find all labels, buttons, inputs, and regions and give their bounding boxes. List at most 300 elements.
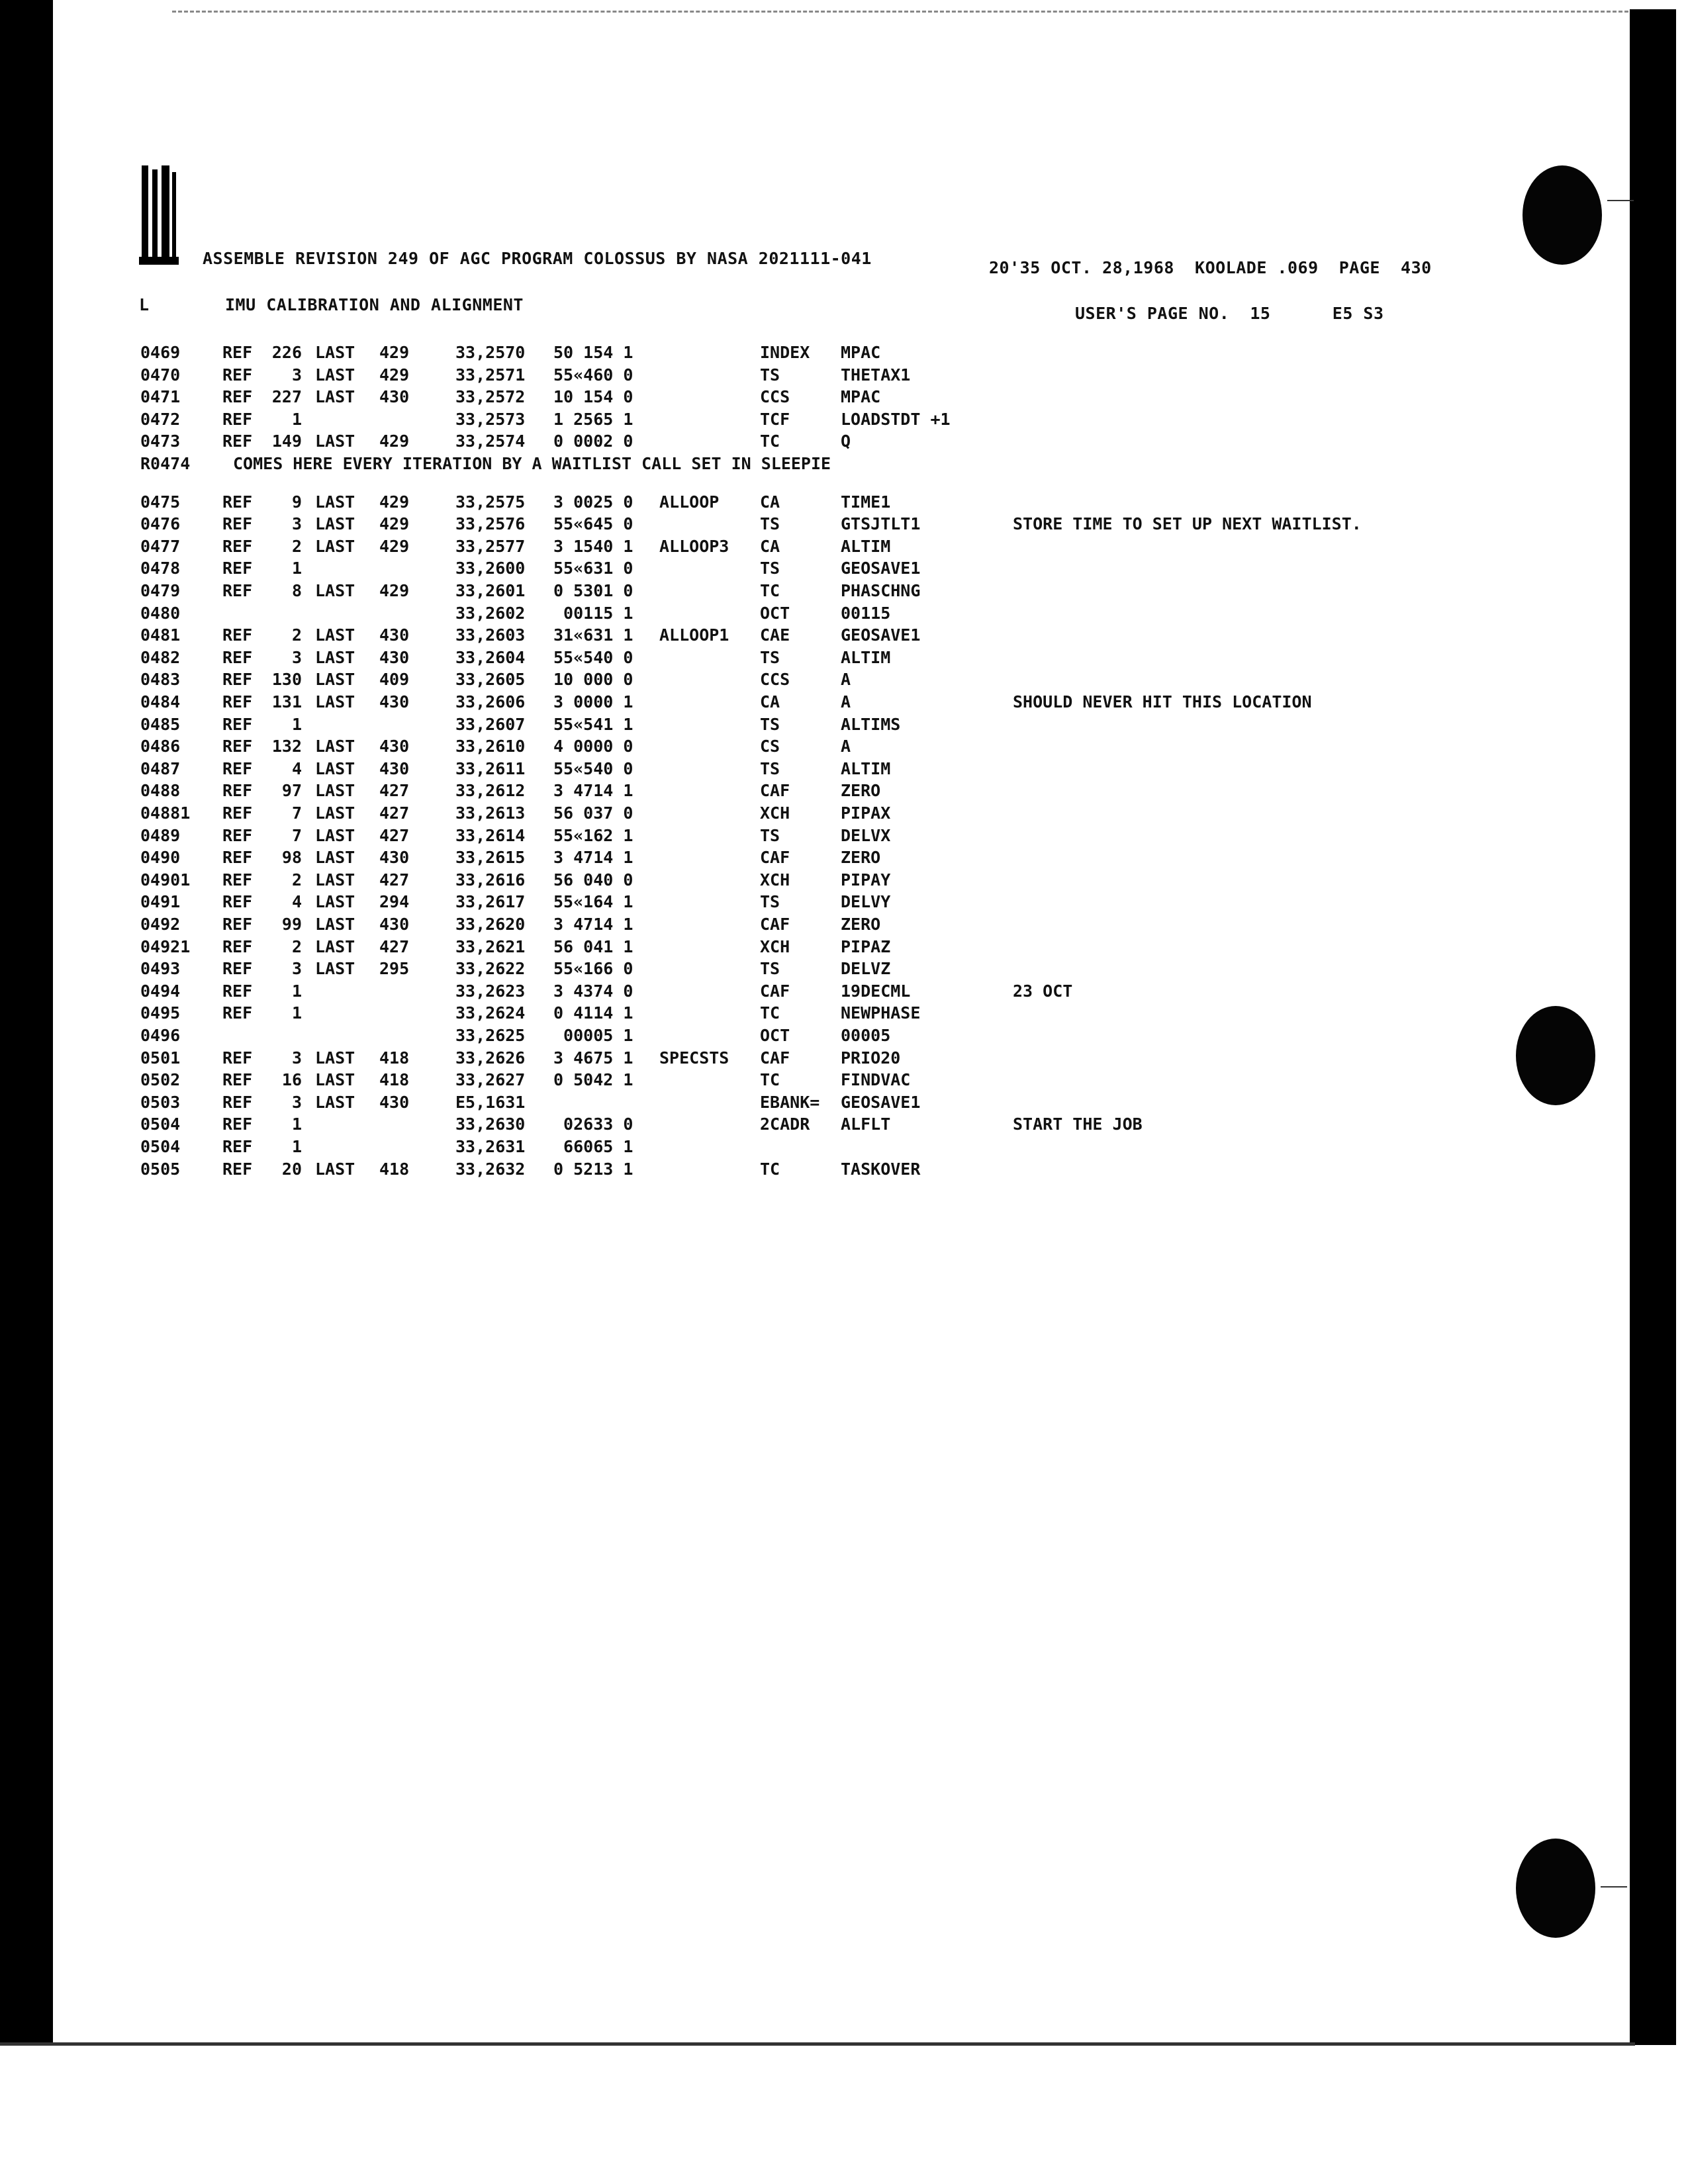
ref-count: 1	[291, 714, 302, 734]
last-marker: LAST	[315, 647, 355, 667]
ref-marker: REF	[222, 536, 253, 556]
machine-code: 3 4714 1	[553, 915, 633, 934]
ref-marker: REF	[222, 781, 253, 801]
machine-code: 1 2565 1	[553, 409, 633, 429]
last-marker: LAST	[315, 492, 355, 512]
line-number: 0490	[140, 848, 181, 868]
last-marker: LAST	[315, 670, 355, 690]
operand: A	[841, 692, 851, 711]
line-number: 0496	[140, 1026, 181, 1045]
ref-count: 8	[291, 581, 302, 600]
ref-marker: REF	[222, 647, 253, 667]
opcode: XCH	[760, 936, 790, 956]
line-number: 0480	[140, 603, 181, 623]
operand: ALTIM	[841, 647, 891, 667]
opcode: TS	[760, 758, 780, 778]
operand: DELVZ	[841, 959, 891, 979]
last-marker: LAST	[315, 848, 355, 868]
address: 33,2571	[455, 365, 526, 385]
comment: STORE TIME TO SET UP NEXT WAITLIST.	[1013, 514, 1362, 534]
ref-marker: REF	[222, 1048, 253, 1068]
ref-count: 7	[291, 825, 302, 845]
ref-count: 97	[281, 781, 302, 801]
machine-code: 55«540 0	[553, 647, 633, 667]
machine-code: 55«540 0	[553, 758, 633, 778]
machine-code: 55«460 0	[553, 365, 633, 385]
last-page: 418	[379, 1159, 410, 1179]
last-page: 429	[379, 492, 410, 512]
address: 33,2620	[455, 915, 526, 934]
line-number: 0471	[140, 387, 181, 407]
ref-count: 1	[291, 1003, 302, 1023]
ref-count: 4	[291, 892, 302, 912]
address: 33,2570	[455, 343, 526, 362]
ref-marker: REF	[222, 432, 253, 451]
punch-hole-tick	[1607, 200, 1634, 201]
machine-code: 56 037 0	[553, 803, 633, 823]
ref-count: 2	[291, 536, 302, 556]
last-marker: LAST	[315, 387, 355, 407]
operand: 19DECML	[841, 981, 911, 1001]
last-marker: LAST	[315, 581, 355, 600]
ref-marker: REF	[222, 1137, 253, 1156]
last-page: 427	[379, 781, 410, 801]
ref-count: 3	[291, 365, 302, 385]
ref-count: 3	[291, 514, 302, 534]
line-number: 0469	[140, 343, 181, 362]
opcode: TS	[760, 959, 780, 979]
last-page: 430	[379, 848, 410, 868]
machine-code: 55«166 0	[553, 959, 633, 979]
line-number: 0485	[140, 714, 181, 734]
machine-code: 55«164 1	[553, 892, 633, 912]
operand: ALTIM	[841, 758, 891, 778]
ref-marker: REF	[222, 714, 253, 734]
ref-marker: REF	[222, 870, 253, 889]
last-marker: LAST	[315, 803, 355, 823]
operand: ALTIMS	[841, 714, 901, 734]
address: 33,2622	[455, 959, 526, 979]
opcode: TC	[760, 432, 780, 451]
punch-hole-middle	[1516, 1006, 1595, 1105]
operand: PRIO20	[841, 1048, 901, 1068]
last-page: 427	[379, 825, 410, 845]
machine-code: 10 154 0	[553, 387, 633, 407]
ref-count: 3	[291, 1092, 302, 1112]
address: 33,2576	[455, 514, 526, 534]
opcode: TS	[760, 559, 780, 578]
opcode: CA	[760, 692, 780, 711]
scan-border-left	[0, 0, 53, 2045]
machine-code: 0 0002 0	[553, 432, 633, 451]
ref-marker: REF	[222, 758, 253, 778]
opcode: TS	[760, 365, 780, 385]
machine-code: 00005 1	[553, 1026, 633, 1045]
last-marker: LAST	[315, 1159, 355, 1179]
opcode: EBANK=	[760, 1092, 820, 1112]
line-number: 0481	[140, 625, 181, 645]
ref-marker: REF	[222, 343, 253, 362]
machine-code: 4 0000 0	[553, 737, 633, 756]
ref-marker: REF	[222, 848, 253, 868]
opcode: CAF	[760, 1048, 790, 1068]
operand: FINDVAC	[841, 1070, 911, 1090]
address: 33,2573	[455, 409, 526, 429]
ref-count: 1	[291, 409, 302, 429]
machine-code: 31«631 1	[553, 625, 633, 645]
ref-marker: REF	[222, 670, 253, 690]
last-page: 429	[379, 581, 410, 600]
address: 33,2575	[455, 492, 526, 512]
comment: 23 OCT	[1013, 981, 1073, 1001]
line-number: 04881	[140, 803, 191, 823]
last-marker: LAST	[315, 781, 355, 801]
last-page: 418	[379, 1070, 410, 1090]
address: 33,2600	[455, 559, 526, 578]
address: E5,1631	[455, 1092, 526, 1112]
ref-count: 226	[271, 343, 302, 362]
ref-count: 20	[281, 1159, 302, 1179]
operand: ZERO	[841, 915, 881, 934]
last-marker: LAST	[315, 915, 355, 934]
address: 33,2630	[455, 1115, 526, 1134]
scan-top-edge	[172, 11, 1628, 13]
last-page: 427	[379, 870, 410, 889]
ref-marker: REF	[222, 981, 253, 1001]
comment: SHOULD NEVER HIT THIS LOCATION	[1013, 692, 1312, 711]
ref-marker: REF	[222, 1159, 253, 1179]
ref-marker: REF	[222, 737, 253, 756]
ref-marker: REF	[222, 803, 253, 823]
punch-hole-tick	[1601, 1886, 1627, 1888]
line-number: 0504	[140, 1137, 181, 1156]
machine-code: 50 154 1	[553, 343, 633, 362]
ref-count: 1	[291, 1115, 302, 1134]
ref-marker: REF	[222, 825, 253, 845]
operand: PHASCHNG	[841, 581, 921, 600]
comment: START THE JOB	[1013, 1115, 1143, 1134]
ref-marker: REF	[222, 625, 253, 645]
operand: ZERO	[841, 848, 881, 868]
ref-marker: REF	[222, 492, 253, 512]
opcode: TCF	[760, 409, 790, 429]
section-letter: L	[139, 295, 150, 314]
ref-marker: REF	[222, 892, 253, 912]
last-marker: LAST	[315, 1092, 355, 1112]
last-page: 430	[379, 625, 410, 645]
last-marker: LAST	[315, 825, 355, 845]
last-marker: LAST	[315, 1070, 355, 1090]
last-page: 295	[379, 959, 410, 979]
machine-code: 3 4714 1	[553, 781, 633, 801]
last-marker: LAST	[315, 343, 355, 362]
operand: DELVY	[841, 892, 891, 912]
opcode: TC	[760, 581, 780, 600]
line-number: 0504	[140, 1115, 181, 1134]
opcode: TS	[760, 892, 780, 912]
address: 33,2574	[455, 432, 526, 451]
ref-marker: REF	[222, 365, 253, 385]
last-page: 427	[379, 936, 410, 956]
opcode: OCT	[760, 1026, 790, 1045]
line-number: 0487	[140, 758, 181, 778]
ref-count: 3	[291, 647, 302, 667]
address: 33,2623	[455, 981, 526, 1001]
opcode: TS	[760, 647, 780, 667]
operand: THETAX1	[841, 365, 911, 385]
operand: 00005	[841, 1026, 891, 1045]
ref-marker: REF	[222, 1092, 253, 1112]
last-page: 429	[379, 536, 410, 556]
operand: DELVX	[841, 825, 891, 845]
opcode: CA	[760, 536, 780, 556]
ref-marker: REF	[222, 692, 253, 711]
ref-count: 1	[291, 1137, 302, 1156]
line-number: 0488	[140, 781, 181, 801]
operand: PIPAY	[841, 870, 891, 889]
remark-text: COMES HERE EVERY ITERATION BY A WAITLIST CALL SET IN SLEEPIE	[233, 454, 831, 473]
opcode: CCS	[760, 387, 790, 407]
address: 33,2617	[455, 892, 526, 912]
ref-count: 2	[291, 936, 302, 956]
ref-count: 132	[271, 737, 302, 756]
address: 33,2606	[455, 692, 526, 711]
line-number: 0502	[140, 1070, 181, 1090]
opcode: CAF	[760, 848, 790, 868]
opcode: TC	[760, 1070, 780, 1090]
address: 33,2624	[455, 1003, 526, 1023]
ref-marker: REF	[222, 1115, 253, 1134]
line-number: 0491	[140, 892, 181, 912]
machine-code: 02633 0	[553, 1115, 633, 1134]
machine-code: 00115 1	[553, 603, 633, 623]
address: 33,2612	[455, 781, 526, 801]
label: ALLOOP1	[659, 625, 729, 645]
opcode: 2CADR	[760, 1115, 810, 1134]
line-number: 0472	[140, 409, 181, 429]
opcode: CCS	[760, 670, 790, 690]
last-page: 430	[379, 1092, 410, 1112]
opcode: TC	[760, 1159, 780, 1179]
line-number: 0479	[140, 581, 181, 600]
ref-count: 2	[291, 625, 302, 645]
last-page: 430	[379, 737, 410, 756]
line-number: 0501	[140, 1048, 181, 1068]
operand: GEOSAVE1	[841, 559, 921, 578]
operand: NEWPHASE	[841, 1003, 921, 1023]
punch-hole-top	[1523, 165, 1602, 265]
line-number: 0505	[140, 1159, 181, 1179]
line-number: 04901	[140, 870, 191, 889]
line-number: 0492	[140, 915, 181, 934]
machine-code: 0 5213 1	[553, 1159, 633, 1179]
machine-code: 3 1540 1	[553, 536, 633, 556]
line-number: 0483	[140, 670, 181, 690]
operand: LOADSTDT +1	[841, 409, 951, 429]
ref-count: 16	[281, 1070, 302, 1090]
opcode: OCT	[760, 603, 790, 623]
ref-marker: REF	[222, 387, 253, 407]
last-marker: LAST	[315, 936, 355, 956]
opcode: TS	[760, 714, 780, 734]
line-number: 0473	[140, 432, 181, 451]
last-page: 430	[379, 915, 410, 934]
line-number: 0495	[140, 1003, 181, 1023]
line-number: 0494	[140, 981, 181, 1001]
operand: ALTIM	[841, 536, 891, 556]
last-page: 294	[379, 892, 410, 912]
opcode: TC	[760, 1003, 780, 1023]
last-page: 418	[379, 1048, 410, 1068]
ref-marker: REF	[222, 1070, 253, 1090]
ref-count: 3	[291, 1048, 302, 1068]
last-page: 430	[379, 692, 410, 711]
ref-count: 2	[291, 870, 302, 889]
machine-code: 55«631 0	[553, 559, 633, 578]
address: 33,2607	[455, 714, 526, 734]
operand: PIPAX	[841, 803, 891, 823]
machine-code: 55«645 0	[553, 514, 633, 534]
last-marker: LAST	[315, 758, 355, 778]
line-number: 0470	[140, 365, 181, 385]
address: 33,2614	[455, 825, 526, 845]
scan-border-right	[1630, 9, 1676, 2045]
ref-count: 3	[291, 959, 302, 979]
last-marker: LAST	[315, 892, 355, 912]
machine-code: 55«162 1	[553, 825, 633, 845]
line-number: 0482	[140, 647, 181, 667]
ref-count: 130	[271, 670, 302, 690]
line-number: R0474	[140, 454, 191, 473]
ref-marker: REF	[222, 559, 253, 578]
opcode: CAE	[760, 625, 790, 645]
ref-count: 149	[271, 432, 302, 451]
opcode: CAF	[760, 781, 790, 801]
scan-bottom-edge	[0, 2042, 1635, 2046]
operand: GEOSAVE1	[841, 625, 921, 645]
ref-marker: REF	[222, 936, 253, 956]
last-page: 429	[379, 514, 410, 534]
operand: TIME1	[841, 492, 891, 512]
line-number: 0478	[140, 559, 181, 578]
last-page: 429	[379, 432, 410, 451]
last-marker: LAST	[315, 737, 355, 756]
last-marker: LAST	[315, 959, 355, 979]
address: 33,2577	[455, 536, 526, 556]
listing-date: 20'35 OCT. 28,1968 KOOLADE .069 PAGE 430	[989, 258, 1432, 277]
punch-hole-bottom	[1516, 1839, 1595, 1938]
last-marker: LAST	[315, 625, 355, 645]
ref-marker: REF	[222, 581, 253, 600]
opcode: CS	[760, 737, 780, 756]
operand: TASKOVER	[841, 1159, 921, 1179]
opcode: INDEX	[760, 343, 810, 362]
last-marker: LAST	[315, 536, 355, 556]
machine-code: 3 4714 1	[553, 848, 633, 868]
label: SPECSTS	[659, 1048, 729, 1068]
address: 33,2627	[455, 1070, 526, 1090]
operand: ALFLT	[841, 1115, 891, 1134]
address: 33,2572	[455, 387, 526, 407]
machine-code: 0 4114 1	[553, 1003, 633, 1023]
ref-count: 98	[281, 848, 302, 868]
opcode: CA	[760, 492, 780, 512]
line-number: 0477	[140, 536, 181, 556]
last-marker: LAST	[315, 432, 355, 451]
opcode: TS	[760, 514, 780, 534]
last-page: 430	[379, 387, 410, 407]
ref-marker: REF	[222, 1003, 253, 1023]
operand: ZERO	[841, 781, 881, 801]
label: ALLOOP	[659, 492, 720, 512]
label: ALLOOP3	[659, 536, 729, 556]
operand: PIPAZ	[841, 936, 891, 956]
ref-marker: REF	[222, 514, 253, 534]
last-page: 429	[379, 365, 410, 385]
address: 33,2604	[455, 647, 526, 667]
ref-count: 99	[281, 915, 302, 934]
last-marker: LAST	[315, 1048, 355, 1068]
last-page: 429	[379, 343, 410, 362]
ref-count: 4	[291, 758, 302, 778]
opcode: TS	[760, 825, 780, 845]
operand: GEOSAVE1	[841, 1092, 921, 1112]
remark-row	[140, 454, 831, 473]
ref-count: 1	[291, 559, 302, 578]
operand: 00115	[841, 603, 891, 623]
address: 33,2632	[455, 1159, 526, 1179]
opcode: XCH	[760, 870, 790, 889]
line-number: 0486	[140, 737, 181, 756]
ref-count: 131	[271, 692, 302, 711]
operand: MPAC	[841, 387, 881, 407]
last-marker: LAST	[315, 870, 355, 889]
ref-count: 7	[291, 803, 302, 823]
operand: Q	[841, 432, 851, 451]
address: 33,2610	[455, 737, 526, 756]
last-page: 427	[379, 803, 410, 823]
printer-mark-icon	[139, 165, 179, 265]
operand: MPAC	[841, 343, 881, 362]
line-number: 0503	[140, 1092, 181, 1112]
address: 33,2605	[455, 670, 526, 690]
address: 33,2625	[455, 1026, 526, 1045]
section-title: IMU CALIBRATION AND ALIGNMENT	[225, 295, 524, 314]
ref-count: 9	[291, 492, 302, 512]
last-marker: LAST	[315, 365, 355, 385]
last-marker: LAST	[315, 514, 355, 534]
address: 33,2615	[455, 848, 526, 868]
machine-code: 3 4374 0	[553, 981, 633, 1001]
last-page: 430	[379, 647, 410, 667]
machine-code: 55«541 1	[553, 714, 633, 734]
machine-code: 0 5301 0	[553, 581, 633, 600]
line-number: 0475	[140, 492, 181, 512]
machine-code: 56 040 0	[553, 870, 633, 889]
machine-code: 3 0025 0	[553, 492, 633, 512]
machine-code: 3 0000 1	[553, 692, 633, 711]
last-marker: LAST	[315, 692, 355, 711]
ref-marker: REF	[222, 409, 253, 429]
line-number: 04921	[140, 936, 191, 956]
machine-code: 66065 1	[553, 1137, 633, 1156]
user-page-number: USER'S PAGE NO. 15 E5 S3	[1075, 304, 1384, 323]
address: 33,2616	[455, 870, 526, 889]
line-number: 0489	[140, 825, 181, 845]
listing-title: ASSEMBLE REVISION 249 OF AGC PROGRAM COLOSSUS BY NASA 2021111-041	[203, 249, 872, 268]
opcode: CAF	[760, 915, 790, 934]
address: 33,2631	[455, 1137, 526, 1156]
